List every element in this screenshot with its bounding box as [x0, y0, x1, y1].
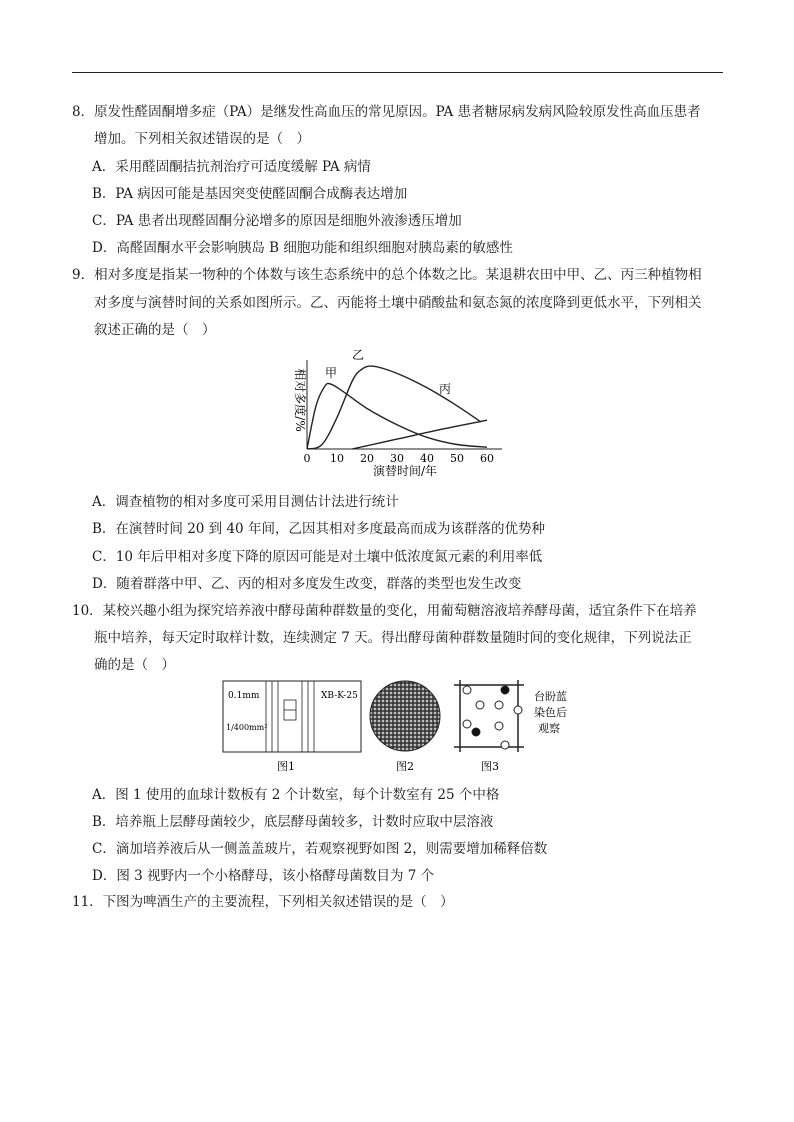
- chart-x-label: 演替时间/年: [372, 464, 438, 478]
- q10-figures: [222, 680, 582, 775]
- x-tick-label: 40: [420, 452, 434, 465]
- succession-chart: [280, 340, 510, 480]
- fig2-caption: 图2: [396, 760, 414, 773]
- x-tick-label: 30: [390, 452, 404, 465]
- fig3-counting-square: [454, 680, 524, 752]
- fig1-area-label: 1/400mm²: [226, 723, 268, 732]
- fig1-scale-label: 0.1mm: [228, 691, 260, 701]
- series-label-2: 乙: [352, 348, 365, 362]
- series-label-1: 甲: [325, 366, 338, 380]
- q9-option-b: B．在演替时间 20 到 40 年间，乙因其相对多度最高而成为该群落的优势种: [92, 521, 545, 537]
- q9-line2: 对多度与演替时间的关系如图所示。乙、丙能将土壤中硝酸盐和氨态氮的浓度降到更低水平，下列相关: [94, 295, 702, 311]
- fig1-model-label: XB-K-25: [321, 691, 358, 701]
- q10-option-b: B．培养瓶上层酵母菌较少，底层酵母菌较多，计数时应取中层溶液: [92, 814, 494, 830]
- x-tick-label: 50: [450, 452, 464, 465]
- x-tick-label: 0: [303, 452, 311, 465]
- fig1-hemocytometer: [223, 681, 361, 752]
- fig3-note-2: 染色后: [534, 706, 567, 719]
- q8-option-d: D．高醛固酮水平会影响胰岛 B 细胞功能和组织细胞对胰岛素的敏感性: [92, 240, 513, 256]
- fig1-caption: 图1: [277, 760, 295, 773]
- q8-line1: 8．原发性醛固酮增多症（PA）是继发性高血压的常见原因。PA 患者糖尿病发病风险较原发性高血压患者: [72, 104, 701, 120]
- q10-option-d: D．图 3 视野内一个小格酵母，该小格酵母菌数目为 7 个: [92, 868, 435, 884]
- fig3-note-3: 观察: [538, 722, 560, 735]
- q9-option-d: D．随着群落中甲、乙、丙的相对多度发生改变，群落的类型也发生改变: [92, 576, 522, 592]
- q9-line3: 叙述正确的是（ ）: [94, 322, 216, 338]
- q11-line1: 11．下图为啤酒生产的主要流程，下列相关叙述错误的是（ ）: [72, 894, 454, 910]
- chart-y-label: 相对多度/%: [293, 368, 307, 432]
- q10-option-a: A．图 1 使用的血球计数板有 2 个计数室，每个计数室有 25 个中格: [92, 787, 500, 803]
- fig2-microscope-field: [370, 681, 440, 751]
- q8-line2: 增加。下列相关叙述错误的是（ ）: [94, 131, 310, 147]
- q10-line1: 10．某校兴趣小组为探究培养液中酵母菌种群数量的变化，用葡萄糖溶液培养酵母菌，适宜条件下在培养: [72, 603, 697, 619]
- series-label-3: 丙: [439, 382, 452, 397]
- series-line-3: [352, 420, 487, 449]
- q8-option-a: A．采用醛固酮拮抗剂治疗可适度缓解 PA 病情: [92, 159, 371, 175]
- x-tick-label: 60: [480, 452, 494, 465]
- q8-option-b: B．PA 病因可能是基因突变使醛固酮合成酶表达增加: [92, 186, 408, 202]
- q9-option-a: A．调查植物的相对多度可采用目测估计法进行统计: [92, 494, 399, 510]
- fig3-note-1: 台盼蓝: [534, 690, 567, 703]
- header-rule: [72, 72, 723, 73]
- q10-line3: 确的是（ ）: [94, 657, 175, 673]
- q8-option-c: C．PA 患者出现醛固酮分泌增多的原因是细胞外液渗透压增加: [92, 213, 462, 229]
- fig3-caption: 图3: [481, 760, 499, 773]
- q10-option-c: C．滴加培养液后从一侧盖盖玻片，若观察视野如图 2，则需要增加稀释倍数: [92, 841, 548, 857]
- q10-line2: 瓶中培养，每天定时取样计数，连续测定 7 天。得出酵母菌种群数量随时间的变化规律，下列说法正: [94, 630, 692, 646]
- q9-option-c: C．10 年后甲相对多度下降的原因可能是对土壤中低浓度氮元素的利用率低: [92, 549, 543, 565]
- x-tick-label: 20: [360, 452, 374, 465]
- q9-line1: 9．相对多度是指某一物种的个体数与该生态系统中的总个体数之比。某退耕农田中甲、乙、丙三种植物相: [72, 267, 702, 283]
- x-tick-label: 10: [330, 452, 344, 465]
